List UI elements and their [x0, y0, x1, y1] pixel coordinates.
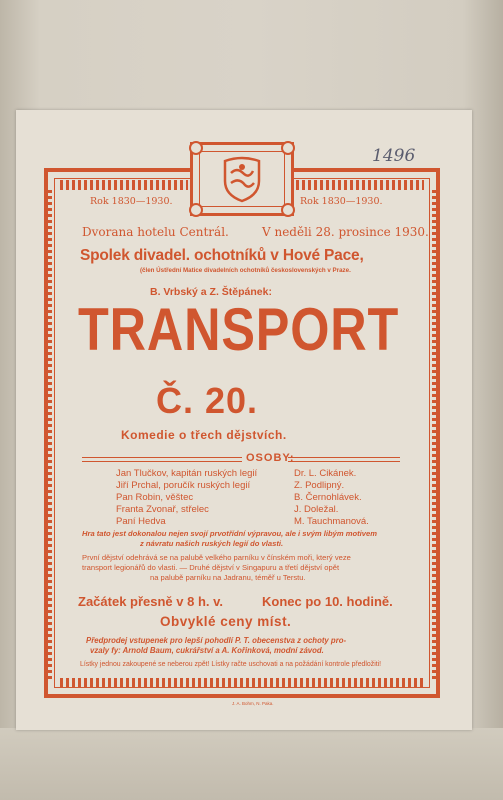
cast-rule-right: [288, 457, 400, 462]
play-title: TRANSPORT: [78, 296, 400, 363]
board-bottom-edge: [0, 728, 503, 800]
bottom-band: [60, 678, 424, 688]
right-border-pattern: [432, 190, 438, 680]
left-border-pattern: [46, 190, 52, 680]
prices: Obvyklé ceny míst.: [160, 614, 292, 629]
emblem-box: [190, 142, 294, 216]
ticket-notice: Lístky jednou zakoupené se neberou zpět! Lístky račte uschovati a na požádání kontrole předložiti!: [80, 661, 382, 668]
year-right: Rok 1830—1930.: [300, 196, 383, 207]
presale-line-1: Předprodej vstupenek pro lepší pohodlí P. T. obecenstva z ochoty pro-: [86, 636, 347, 645]
play-number: Č. 20.: [156, 380, 259, 421]
cast-role: Pan Robin, věštec: [116, 492, 194, 503]
authors: B. Vrbský a Z. Štěpánek:: [150, 286, 272, 298]
description-italic-1: Hra tato jest dokonalou nejen svojí prvotřídní výpravou, ale i svým libým motivem: [82, 529, 377, 538]
cast-heading: OSOBY:: [246, 452, 295, 464]
cast-role: Jiří Prchal, poručík ruských legií: [116, 480, 251, 491]
description-italic-2: z návratu našich ruských legií do vlasti.: [140, 539, 284, 548]
society-name: Spolek divadel. ochotníků v Hové Pace,: [80, 247, 364, 264]
year-left: Rok 1830—1930.: [90, 196, 173, 207]
top-right-band: [296, 180, 424, 190]
cast-actor: Z. Podlipný.: [294, 480, 345, 491]
presale-line-2: vzaly fy: Arnold Baum, cukrářství a A. Kořinková, modní závod.: [90, 646, 324, 655]
play-subtitle: Komedie o třech dějstvích.: [121, 428, 287, 442]
cast-role: Paní Hedva: [116, 516, 166, 527]
start-time: Začátek přesně v 8 h. v.: [78, 594, 223, 609]
cast-actor: Dr. L. Cikánek.: [294, 468, 357, 479]
end-time: Konec po 10. hodině.: [262, 594, 393, 609]
top-left-band: [60, 180, 188, 190]
venue: Dvorana hotelu Centrál.: [82, 225, 229, 239]
cast-role: Franta Zvonař, střelec: [116, 504, 209, 515]
cast-rule-left: [82, 457, 242, 462]
printer-imprint: J. A. Bohm, N. Paka.: [232, 701, 274, 706]
society-membership: (člen Ústřední Matice divadelních ochotníků československých v Praze.: [140, 267, 351, 274]
cast-role: Jan Tlučkov, kapitán ruských legií: [116, 468, 258, 479]
performance-date: V neděli 28. prosince 1930.: [262, 225, 429, 239]
description-acts-1: První dějství odehrává se na palubě velkého parníku v čínském moři, který veze: [82, 553, 351, 562]
description-acts-2: transport legionářů do vlasti. — Druhé dějství v Singapuru a třetí dějství opět: [82, 563, 340, 572]
cast-actor: M. Tauchmanová.: [294, 516, 369, 527]
catalog-number: 1496: [372, 146, 416, 166]
cast-actor: B. Černohlávek.: [294, 492, 362, 503]
cast-actor: J. Doležal.: [294, 504, 339, 515]
coat-of-arms-icon: [217, 155, 267, 203]
description-acts-3: na palubě parníku na Jadranu, téměř u Terstu.: [150, 573, 306, 582]
